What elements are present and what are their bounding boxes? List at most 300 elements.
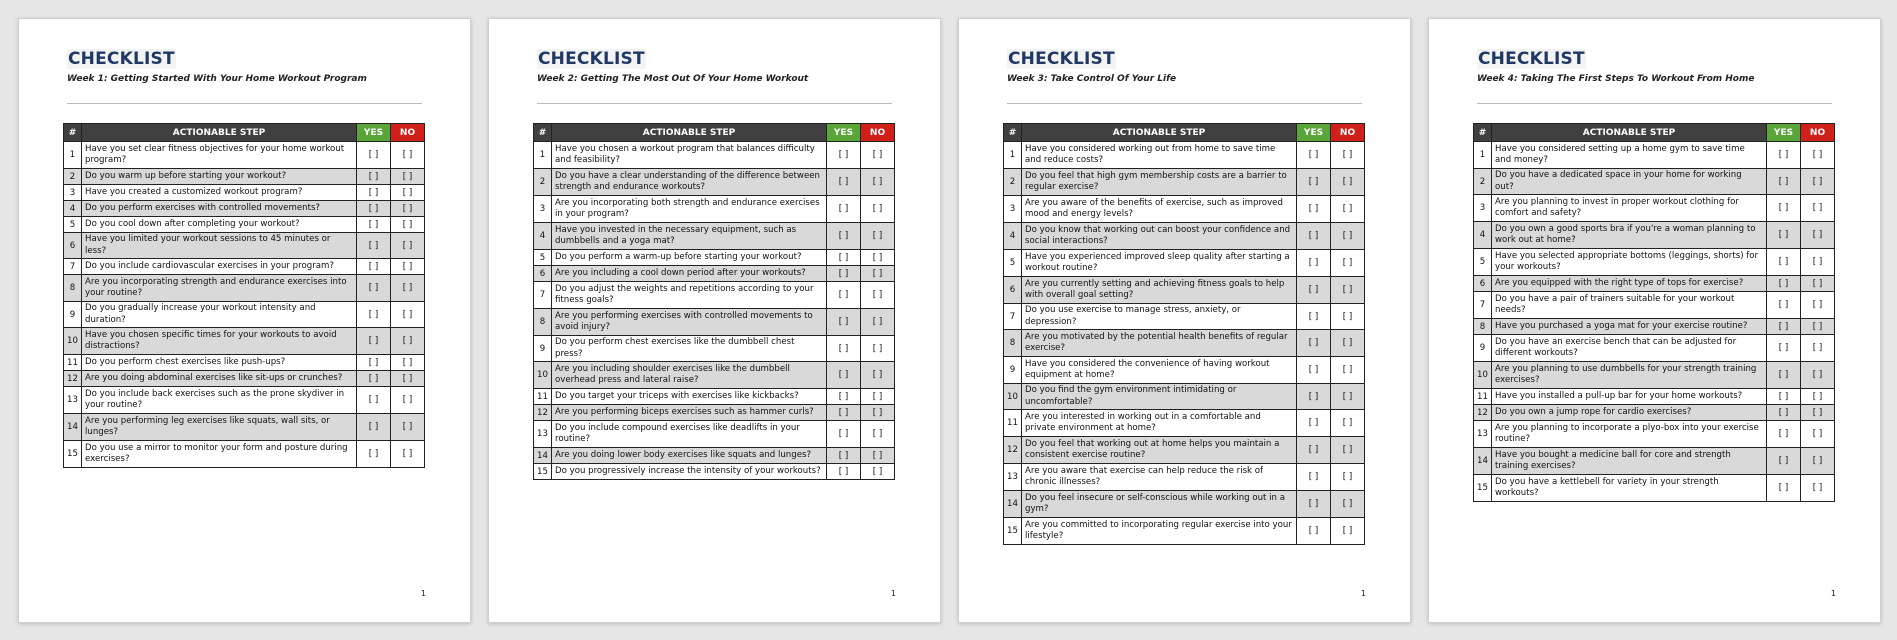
table-row (1474, 319, 1835, 335)
checklist-table (533, 123, 895, 480)
table-row (64, 201, 425, 217)
page-number: 1 (1360, 589, 1366, 598)
table-row (64, 217, 425, 233)
table-row (1474, 421, 1835, 448)
row-step-text: Are you doing abdominal exercises like sit-ups or crunches? (82, 371, 357, 387)
no-checkbox[interactable]: [ ] (391, 355, 425, 371)
row-number: 6 (534, 266, 552, 282)
row-number: 1 (64, 142, 82, 169)
table-row (64, 355, 425, 371)
no-checkbox[interactable]: [ ] (861, 196, 895, 223)
row-number: 14 (64, 414, 82, 441)
no-checkbox[interactable]: [ ] (1331, 223, 1365, 250)
no-checkbox[interactable]: [ ] (861, 282, 895, 309)
header-yes: YES (1767, 124, 1801, 142)
table-row (1474, 195, 1835, 222)
divider (1477, 103, 1832, 104)
row-number: 14 (534, 448, 552, 464)
row-step-text: Are you aware of the benefits of exercise, such as improved mood and energy levels? (1022, 196, 1297, 223)
table-row (1474, 475, 1835, 502)
row-number: 11 (64, 355, 82, 371)
header-yes: YES (357, 124, 391, 142)
no-checkbox[interactable]: [ ] (861, 309, 895, 336)
table-row (1474, 142, 1835, 169)
no-checkbox[interactable]: [ ] (391, 387, 425, 414)
no-checkbox[interactable]: [ ] (861, 362, 895, 389)
row-number: 6 (1004, 277, 1022, 304)
page-number: 1 (890, 589, 896, 598)
yes-checkbox[interactable]: [ ] (357, 259, 391, 275)
table-row (1004, 169, 1365, 196)
no-checkbox[interactable]: [ ] (1331, 304, 1365, 330)
no-checkbox[interactable]: [ ] (1801, 475, 1835, 502)
row-step-text: Are you planning to invest in proper workout clothing for comfort and safety? (1492, 195, 1767, 222)
row-step-text: Are you interested in working out in a comfortable and private environment at home? (1022, 410, 1297, 437)
yes-checkbox[interactable]: [ ] (827, 169, 861, 196)
table-row (1004, 196, 1365, 223)
no-checkbox[interactable]: [ ] (391, 233, 425, 259)
no-checkbox[interactable]: [ ] (391, 441, 425, 468)
table-row (1004, 142, 1365, 169)
row-step-text: Are you currently setting and achieving fitness goals to help with overall goal setting? (1022, 277, 1297, 304)
row-step-text: Have you set clear fitness objectives for your home workout program? (82, 142, 357, 169)
yes-checkbox[interactable]: [ ] (1297, 357, 1331, 384)
table-row (1474, 335, 1835, 362)
table-row (64, 185, 425, 201)
row-number: 4 (64, 201, 82, 217)
row-step-text: Have you experienced improved sleep quality after starting a workout routine? (1022, 250, 1297, 277)
row-step-text: Are you aware that exercise can help reduce the risk of chronic illnesses? (1022, 464, 1297, 491)
yes-checkbox[interactable]: [ ] (1767, 405, 1801, 421)
row-step-text: Do you use exercise to manage stress, anxiety, or depression? (1022, 304, 1297, 330)
yes-checkbox[interactable]: [ ] (357, 142, 391, 169)
row-number: 3 (1004, 196, 1022, 223)
yes-checkbox[interactable]: [ ] (827, 223, 861, 250)
table-row (534, 405, 895, 421)
row-number: 14 (1474, 448, 1492, 475)
table-row (1474, 448, 1835, 475)
row-step-text: Are you performing exercises with controlled movements to avoid injury? (552, 309, 827, 336)
no-checkbox[interactable]: [ ] (391, 302, 425, 328)
row-number: 2 (534, 169, 552, 196)
row-step-text: Do you feel insecure or self-conscious while working out in a gym? (1022, 491, 1297, 518)
row-step-text: Have you chosen a workout program that balances difficulty and feasibility? (552, 142, 827, 169)
no-checkbox[interactable]: [ ] (1331, 384, 1365, 410)
table-row (1004, 518, 1365, 545)
yes-checkbox[interactable]: [ ] (1767, 475, 1801, 502)
yes-checkbox[interactable]: [ ] (1767, 389, 1801, 405)
yes-checkbox[interactable]: [ ] (827, 309, 861, 336)
header-number: # (534, 124, 552, 142)
row-number: 4 (1474, 222, 1492, 249)
row-number: 9 (64, 302, 82, 328)
checklist-page-week-1 (18, 18, 471, 623)
no-checkbox[interactable]: [ ] (1801, 421, 1835, 448)
no-checkbox[interactable]: [ ] (1801, 169, 1835, 195)
table-row (1004, 410, 1365, 437)
yes-checkbox[interactable]: [ ] (1297, 330, 1331, 357)
table-row (534, 389, 895, 405)
yes-checkbox[interactable]: [ ] (1297, 437, 1331, 464)
yes-checkbox[interactable]: [ ] (827, 362, 861, 389)
no-checkbox[interactable]: [ ] (1331, 491, 1365, 518)
page-subtitle: Week 1: Getting Started With Your Home Workout Program (67, 74, 367, 84)
no-checkbox[interactable]: [ ] (1331, 437, 1365, 464)
yes-checkbox[interactable]: [ ] (827, 266, 861, 282)
yes-checkbox[interactable]: [ ] (357, 414, 391, 441)
no-checkbox[interactable]: [ ] (1331, 277, 1365, 304)
no-checkbox[interactable]: [ ] (1331, 142, 1365, 169)
table-row (1004, 384, 1365, 410)
row-step-text: Do you have a pair of trainers suitable for your workout needs? (1492, 292, 1767, 319)
header-yes: YES (1297, 124, 1331, 142)
no-checkbox[interactable]: [ ] (1801, 195, 1835, 222)
no-checkbox[interactable]: [ ] (1801, 276, 1835, 292)
table-row (534, 421, 895, 448)
row-step-text: Are you performing biceps exercises such as hammer curls? (552, 405, 827, 421)
row-number: 11 (1474, 389, 1492, 405)
table-row (64, 441, 425, 468)
no-checkbox[interactable]: [ ] (1331, 330, 1365, 357)
yes-checkbox[interactable]: [ ] (357, 217, 391, 233)
yes-checkbox[interactable]: [ ] (1767, 448, 1801, 475)
row-number: 2 (1474, 169, 1492, 195)
yes-checkbox[interactable]: [ ] (1767, 142, 1801, 169)
no-checkbox[interactable]: [ ] (1331, 518, 1365, 545)
row-number: 7 (534, 282, 552, 309)
row-step-text: Do you perform chest exercises like the dumbbell chest press? (552, 336, 827, 362)
yes-checkbox[interactable]: [ ] (827, 448, 861, 464)
row-number: 13 (64, 387, 82, 414)
row-number: 2 (1004, 169, 1022, 196)
yes-checkbox[interactable]: [ ] (827, 389, 861, 405)
yes-checkbox[interactable]: [ ] (357, 387, 391, 414)
table-row (1474, 405, 1835, 421)
no-checkbox[interactable]: [ ] (1801, 448, 1835, 475)
table-row (1004, 491, 1365, 518)
table-row (1004, 357, 1365, 384)
row-step-text: Have you created a customized workout program? (82, 185, 357, 201)
no-checkbox[interactable]: [ ] (1331, 410, 1365, 437)
row-step-text: Do you include cardiovascular exercises in your program? (82, 259, 357, 275)
row-step-text: Are you doing lower body exercises like squats and lunges? (552, 448, 827, 464)
row-number: 5 (1004, 250, 1022, 277)
divider (537, 103, 892, 104)
checklist-page-week-4 (1428, 18, 1881, 623)
yes-checkbox[interactable]: [ ] (1297, 384, 1331, 410)
yes-checkbox[interactable]: [ ] (827, 405, 861, 421)
row-step-text: Do you warm up before starting your workout? (82, 169, 357, 185)
yes-checkbox[interactable]: [ ] (1297, 142, 1331, 169)
no-checkbox[interactable]: [ ] (391, 185, 425, 201)
no-checkbox[interactable]: [ ] (1331, 169, 1365, 196)
row-step-text: Have you selected appropriate bottoms (leggings, shorts) for your workouts? (1492, 249, 1767, 276)
no-checkbox[interactable]: [ ] (391, 142, 425, 169)
row-step-text: Are you planning to incorporate a plyo-box into your exercise routine? (1492, 421, 1767, 448)
row-step-text: Do you have an exercise bench that can be adjusted for different workouts? (1492, 335, 1767, 362)
table-row (64, 233, 425, 259)
no-checkbox[interactable]: [ ] (1331, 357, 1365, 384)
row-step-text: Are you motivated by the potential health benefits of regular exercise? (1022, 330, 1297, 357)
table-row (1474, 249, 1835, 276)
row-step-text: Do you include compound exercises like deadlifts in your routine? (552, 421, 827, 448)
yes-checkbox[interactable]: [ ] (1767, 195, 1801, 222)
yes-checkbox[interactable]: [ ] (1767, 421, 1801, 448)
no-checkbox[interactable]: [ ] (1331, 250, 1365, 277)
no-checkbox[interactable]: [ ] (391, 328, 425, 355)
table-row (534, 336, 895, 362)
table-row (1474, 169, 1835, 195)
row-number: 7 (1004, 304, 1022, 330)
yes-checkbox[interactable]: [ ] (827, 282, 861, 309)
no-checkbox[interactable]: [ ] (861, 464, 895, 480)
row-step-text: Have you installed a pull-up bar for your home workouts? (1492, 389, 1767, 405)
row-step-text: Do you progressively increase the intensity of your workouts? (552, 464, 827, 480)
page-title: CHECKLIST (538, 49, 645, 69)
yes-checkbox[interactable]: [ ] (1297, 277, 1331, 304)
yes-checkbox[interactable]: [ ] (827, 421, 861, 448)
table-row (1004, 304, 1365, 330)
row-number: 13 (1474, 421, 1492, 448)
row-step-text: Do you perform exercises with controlled movements? (82, 201, 357, 217)
no-checkbox[interactable]: [ ] (391, 259, 425, 275)
page-title: CHECKLIST (68, 49, 175, 69)
yes-checkbox[interactable]: [ ] (357, 328, 391, 355)
header-actionable-step: ACTIONABLE STEP (552, 124, 827, 142)
table-row (534, 169, 895, 196)
table-row (534, 266, 895, 282)
divider (67, 103, 422, 104)
yes-checkbox[interactable]: [ ] (1297, 518, 1331, 545)
no-checkbox[interactable]: [ ] (861, 405, 895, 421)
no-checkbox[interactable]: [ ] (1801, 335, 1835, 362)
yes-checkbox[interactable]: [ ] (1297, 250, 1331, 277)
no-checkbox[interactable]: [ ] (391, 169, 425, 185)
row-number: 1 (1004, 142, 1022, 169)
yes-checkbox[interactable]: [ ] (827, 142, 861, 169)
row-step-text: Do you own a jump rope for cardio exercises? (1492, 405, 1767, 421)
row-number: 12 (534, 405, 552, 421)
row-number: 2 (64, 169, 82, 185)
no-checkbox[interactable]: [ ] (1331, 196, 1365, 223)
table-row (64, 259, 425, 275)
table-row (64, 387, 425, 414)
row-step-text: Do you feel that high gym membership costs are a barrier to regular exercise? (1022, 169, 1297, 196)
page-number: 1 (420, 589, 426, 598)
table-row (1474, 389, 1835, 405)
no-checkbox[interactable]: [ ] (861, 142, 895, 169)
yes-checkbox[interactable]: [ ] (357, 355, 391, 371)
yes-checkbox[interactable]: [ ] (1767, 362, 1801, 389)
row-number: 15 (534, 464, 552, 480)
row-number: 4 (1004, 223, 1022, 250)
header-actionable-step: ACTIONABLE STEP (1492, 124, 1767, 142)
row-step-text: Do you have a kettlebell for variety in your strength workouts? (1492, 475, 1767, 502)
row-step-text: Have you considered setting up a home gym to save time and money? (1492, 142, 1767, 169)
row-step-text: Do you know that working out can boost your confidence and social interactions? (1022, 223, 1297, 250)
yes-checkbox[interactable]: [ ] (1297, 196, 1331, 223)
table-row (64, 328, 425, 355)
no-checkbox[interactable]: [ ] (861, 421, 895, 448)
table-row (1004, 330, 1365, 357)
yes-checkbox[interactable]: [ ] (827, 196, 861, 223)
row-step-text: Have you invested in the necessary equipment, such as dumbbells and a yoga mat? (552, 223, 827, 250)
checklist-page-week-3 (958, 18, 1411, 623)
no-checkbox[interactable]: [ ] (861, 250, 895, 266)
no-checkbox[interactable]: [ ] (1801, 222, 1835, 249)
table-row (1004, 464, 1365, 491)
row-number: 3 (1474, 195, 1492, 222)
table-row (534, 309, 895, 336)
row-number: 15 (64, 441, 82, 468)
row-number: 8 (64, 275, 82, 302)
table-row (534, 250, 895, 266)
page-subtitle: Week 3: Take Control Of Your Life (1007, 74, 1177, 84)
yes-checkbox[interactable]: [ ] (827, 464, 861, 480)
table-row (534, 464, 895, 480)
row-step-text: Are you planning to use dumbbells for your strength training exercises? (1492, 362, 1767, 389)
row-number: 6 (1474, 276, 1492, 292)
yes-checkbox[interactable]: [ ] (1767, 335, 1801, 362)
yes-checkbox[interactable]: [ ] (357, 185, 391, 201)
yes-checkbox[interactable]: [ ] (357, 233, 391, 259)
yes-checkbox[interactable]: [ ] (1767, 249, 1801, 276)
yes-checkbox[interactable]: [ ] (1767, 292, 1801, 319)
yes-checkbox[interactable]: [ ] (827, 250, 861, 266)
no-checkbox[interactable]: [ ] (861, 223, 895, 250)
row-step-text: Do you find the gym environment intimidating or uncomfortable? (1022, 384, 1297, 410)
no-checkbox[interactable]: [ ] (861, 169, 895, 196)
header-no: NO (861, 124, 895, 142)
row-number: 1 (534, 142, 552, 169)
no-checkbox[interactable]: [ ] (861, 266, 895, 282)
page-subtitle: Week 2: Getting The Most Out Of Your Home Workout (537, 74, 809, 84)
row-step-text: Do you adjust the weights and repetitions according to your fitness goals? (552, 282, 827, 309)
row-number: 10 (1474, 362, 1492, 389)
table-header-row (64, 124, 425, 142)
header-no: NO (391, 124, 425, 142)
row-step-text: Are you performing leg exercises like squats, wall sits, or lunges? (82, 414, 357, 441)
row-number: 8 (1474, 319, 1492, 335)
table-row (1474, 276, 1835, 292)
row-number: 10 (1004, 384, 1022, 410)
no-checkbox[interactable]: [ ] (1801, 142, 1835, 169)
header-number: # (64, 124, 82, 142)
row-step-text: Do you feel that working out at home helps you maintain a consistent exercise routine? (1022, 437, 1297, 464)
no-checkbox[interactable]: [ ] (1801, 405, 1835, 421)
checklist-page-week-2 (488, 18, 941, 623)
row-step-text: Have you considered the convenience of having workout equipment at home? (1022, 357, 1297, 384)
no-checkbox[interactable]: [ ] (1331, 464, 1365, 491)
yes-checkbox[interactable]: [ ] (1767, 276, 1801, 292)
table-row (1004, 277, 1365, 304)
table-header-row (534, 124, 895, 142)
no-checkbox[interactable]: [ ] (391, 201, 425, 217)
no-checkbox[interactable]: [ ] (391, 371, 425, 387)
yes-checkbox[interactable]: [ ] (357, 302, 391, 328)
table-row (64, 142, 425, 169)
table-header-row (1004, 124, 1365, 142)
yes-checkbox[interactable]: [ ] (357, 275, 391, 302)
row-number: 15 (1004, 518, 1022, 545)
yes-checkbox[interactable]: [ ] (357, 201, 391, 217)
no-checkbox[interactable]: [ ] (1801, 319, 1835, 335)
no-checkbox[interactable]: [ ] (861, 389, 895, 405)
table-row (64, 302, 425, 328)
no-checkbox[interactable]: [ ] (1801, 389, 1835, 405)
checklist-table (63, 123, 425, 468)
yes-checkbox[interactable]: [ ] (1297, 410, 1331, 437)
yes-checkbox[interactable]: [ ] (1297, 491, 1331, 518)
yes-checkbox[interactable]: [ ] (357, 169, 391, 185)
yes-checkbox[interactable]: [ ] (1767, 222, 1801, 249)
yes-checkbox[interactable]: [ ] (1297, 304, 1331, 330)
row-step-text: Do you have a dedicated space in your home for working out? (1492, 169, 1767, 195)
table-row (64, 275, 425, 302)
table-header-row (1474, 124, 1835, 142)
row-number: 7 (64, 259, 82, 275)
row-step-text: Do you include back exercises such as the prone skydiver in your routine? (82, 387, 357, 414)
row-number: 5 (64, 217, 82, 233)
row-step-text: Have you purchased a yoga mat for your exercise routine? (1492, 319, 1767, 335)
no-checkbox[interactable]: [ ] (861, 336, 895, 362)
row-step-text: Have you bought a medicine ball for core and strength training exercises? (1492, 448, 1767, 475)
no-checkbox[interactable]: [ ] (1801, 292, 1835, 319)
table-row (64, 371, 425, 387)
header-yes: YES (827, 124, 861, 142)
row-step-text: Are you including shoulder exercises like the dumbbell overhead press and lateral raise? (552, 362, 827, 389)
checklist-table (1003, 123, 1365, 545)
table-row (64, 414, 425, 441)
row-step-text: Do you target your triceps with exercises like kickbacks? (552, 389, 827, 405)
no-checkbox[interactable]: [ ] (391, 275, 425, 302)
row-number: 1 (1474, 142, 1492, 169)
yes-checkbox[interactable]: [ ] (357, 371, 391, 387)
yes-checkbox[interactable]: [ ] (357, 441, 391, 468)
no-checkbox[interactable]: [ ] (1801, 362, 1835, 389)
yes-checkbox[interactable]: [ ] (1297, 223, 1331, 250)
no-checkbox[interactable]: [ ] (391, 414, 425, 441)
row-number: 10 (534, 362, 552, 389)
yes-checkbox[interactable]: [ ] (1767, 169, 1801, 195)
row-number: 13 (1004, 464, 1022, 491)
row-step-text: Have you considered working out from home to save time and reduce costs? (1022, 142, 1297, 169)
table-row (1004, 223, 1365, 250)
row-number: 11 (1004, 410, 1022, 437)
row-step-text: Do you perform a warm-up before starting your workout? (552, 250, 827, 266)
yes-checkbox[interactable]: [ ] (1767, 319, 1801, 335)
row-number: 3 (534, 196, 552, 223)
yes-checkbox[interactable]: [ ] (827, 336, 861, 362)
yes-checkbox[interactable]: [ ] (1297, 464, 1331, 491)
no-checkbox[interactable]: [ ] (391, 217, 425, 233)
yes-checkbox[interactable]: [ ] (1297, 169, 1331, 196)
no-checkbox[interactable]: [ ] (1801, 249, 1835, 276)
table-row (534, 196, 895, 223)
row-number: 7 (1474, 292, 1492, 319)
row-number: 5 (1474, 249, 1492, 276)
row-step-text: Do you have a clear understanding of the difference between strength and endurance workouts? (552, 169, 827, 196)
divider (1007, 103, 1362, 104)
row-number: 3 (64, 185, 82, 201)
row-step-text: Do you cool down after completing your workout? (82, 217, 357, 233)
no-checkbox[interactable]: [ ] (861, 448, 895, 464)
row-number: 15 (1474, 475, 1492, 502)
row-number: 12 (1474, 405, 1492, 421)
row-step-text: Have you chosen specific times for your workouts to avoid distractions? (82, 328, 357, 355)
row-number: 14 (1004, 491, 1022, 518)
page-subtitle: Week 4: Taking The First Steps To Workout From Home (1477, 74, 1755, 84)
